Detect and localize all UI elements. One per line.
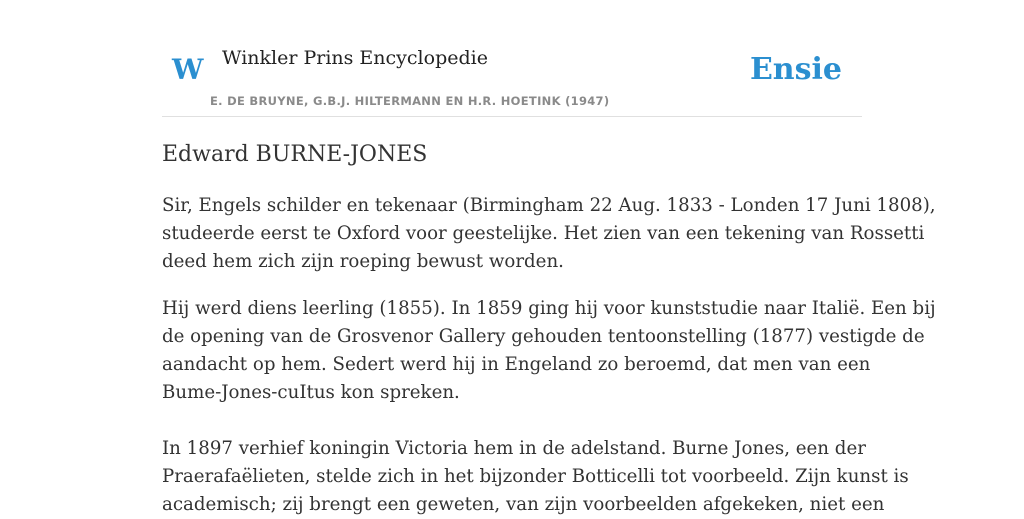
ensie-logo[interactable]: Ensie: [749, 52, 842, 87]
paragraph-line: studeerde eerst te Oxford voor geestelijke. Het zien van een tekening van Rossetti: [162, 223, 925, 244]
article-paragraph: [162, 435, 909, 519]
page-container: [162, 0, 936, 515]
paragraph-line: Sir, Engels schilder en tekenaar (Birmingham 22 Aug. 1833 - Londen 17 Juni 1808),: [162, 195, 936, 216]
paragraph-line: In 1897 verhief koningin Victoria hem in de adelstand. Burne Jones, een der: [162, 438, 866, 459]
paragraph-line: academisch; zij brengt een geweten, van zijn voorbeelden afgekeken, niet een: [162, 494, 885, 515]
publication-authors: E. DE BRUYNE, G.B.J. HILTERMANN EN H.R. HOETINK (1947): [210, 94, 610, 108]
publication-title[interactable]: Winkler Prins Encyclopedie: [222, 47, 488, 69]
paragraph-line: Hij werd diens leerling (1855). In 1859 ging hij voor kunststudie naar Italië. Een bij: [162, 298, 936, 319]
paragraph-line: deed hem zich zijn roeping bewust worden.: [162, 251, 564, 272]
paragraph-line: aandacht op hem. Sedert werd hij in Engeland zo beroemd, dat men van een: [162, 354, 871, 375]
article-paragraph: [162, 295, 936, 407]
paragraph-line: Bume-Jones-cuItus kon spreken.: [162, 382, 460, 403]
article-paragraph: [162, 192, 936, 276]
paragraph-line: de opening van de Grosvenor Gallery gehouden tentoonstelling (1877) vestigde de: [162, 326, 925, 347]
article-title: Edward BURNE-JONES: [162, 142, 428, 167]
site-header: [162, 0, 862, 117]
winkler-prins-logo[interactable]: W: [172, 53, 204, 86]
paragraph-line: Praerafaëlieten, stelde zich in het bijzonder Botticelli tot voorbeeld. Zijn kunst is: [162, 466, 909, 487]
